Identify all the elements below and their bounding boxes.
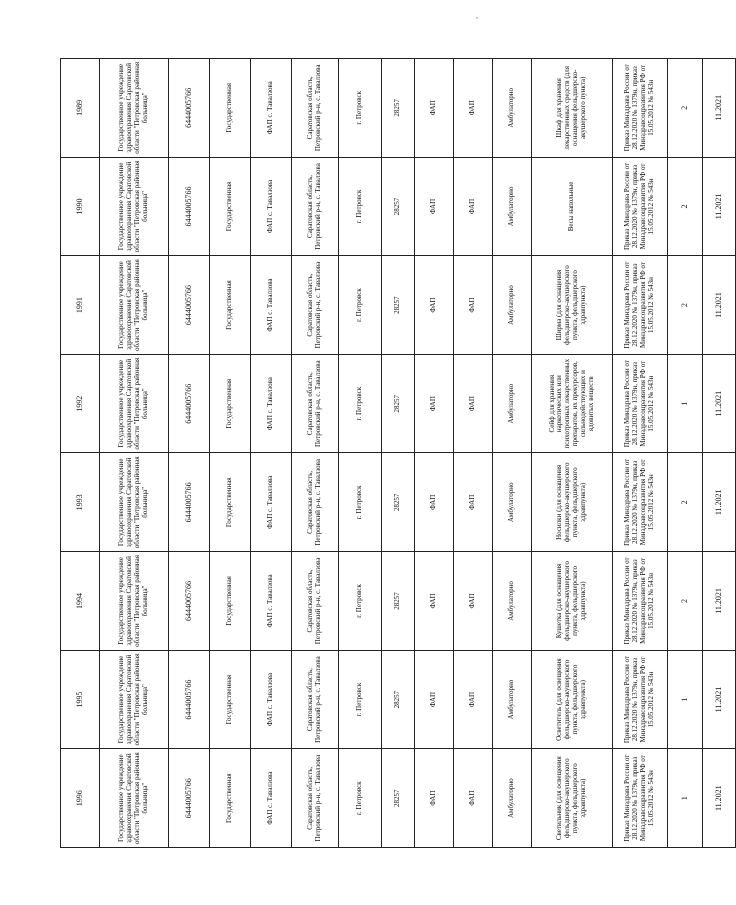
record-id-cell: 1989 — [61, 59, 100, 158]
regulation-order-cell: Приказ Минздрава России от 28.12.2020 № 1379н, приказ Минздравсоцразвития РФ от 15.05.2012 № 543н — [613, 354, 668, 453]
ownership-cell: Государственная — [210, 157, 251, 256]
inn-cell: 6444005766 — [169, 552, 210, 651]
table-row — [493, 59, 532, 848]
date-cell: 11.2021 — [703, 453, 736, 552]
zip-cell: 28257 — [382, 552, 415, 651]
address-cell: Саратовская область, Петровский р-н, с. Тавалзова — [292, 552, 339, 651]
rotated-table-container — [60, 58, 723, 848]
regulation-order-cell: Приказ Минздрава России от 28.12.2020 № 1379н, приказ Минздравсоцразвития РФ от 15.05.2012 № 543н — [613, 453, 668, 552]
table-row — [415, 59, 454, 848]
inn-cell: 6444005766 — [169, 354, 210, 453]
address-cell: Саратовская область, Петровский р-н, с. Тавалзова — [292, 59, 339, 158]
care-mode-cell: Амбулаторно — [493, 650, 532, 749]
zip-cell: 28257 — [382, 157, 415, 256]
facility-subtype-cell: ФАП — [454, 59, 493, 158]
city-cell: г. Петровск — [339, 59, 382, 158]
quantity-cell: 2 — [668, 453, 703, 552]
facility-type-cell: ФАП — [415, 650, 454, 749]
equipment-description-cell: Светильник (для освещения фельдшерско-акушерского пункта, фельдшерского здравпункта) — [532, 749, 613, 848]
organization-cell: Государственное учреждение здравоохранения Саратовской области "Петровская районная больница" — [100, 552, 169, 651]
city-cell: г. Петровск — [339, 256, 382, 355]
date-cell: 11.2021 — [703, 59, 736, 158]
regulation-order-cell: Приказ Минздрава России от 28.12.2020 № 1379н, приказ Минздравсоцразвития РФ от 15.05.2012 № 543н — [613, 157, 668, 256]
zip-cell: 28257 — [382, 59, 415, 158]
record-id-cell: 1990 — [61, 157, 100, 256]
care-mode-cell: Амбулаторно — [493, 749, 532, 848]
organization-cell: Государственное учреждение здравоохранения Саратовской области "Петровская районная больница" — [100, 59, 169, 158]
quantity-cell: 2 — [668, 552, 703, 651]
address-cell: Саратовская область, Петровский р-н, с. Тавалзова — [292, 749, 339, 848]
date-cell: 11.2021 — [703, 256, 736, 355]
facility-name-cell: ФАП с. Тавалзова — [251, 552, 292, 651]
table-row — [454, 59, 493, 848]
record-id-cell: 1995 — [61, 650, 100, 749]
city-cell: г. Петровск — [339, 354, 382, 453]
scan-speck — [476, 17, 478, 19]
ownership-cell: Государственная — [210, 354, 251, 453]
care-mode-cell: Амбулаторно — [493, 552, 532, 651]
city-cell: г. Петровск — [339, 749, 382, 848]
table-row — [703, 59, 736, 848]
table-row — [61, 59, 100, 848]
regulation-order-cell: Приказ Минздрава России от 28.12.2020 № 1379н, приказ Минздравсоцразвития РФ от 15.05.2012 № 543н — [613, 59, 668, 158]
inn-cell: 6444005766 — [169, 59, 210, 158]
facility-type-cell: ФАП — [415, 749, 454, 848]
table-row — [292, 59, 339, 848]
address-cell: Саратовская область, Петровский р-н, с. Тавалзова — [292, 157, 339, 256]
equipment-description-cell: Шкаф для хранения лекарственных средств (для оснащения фельдшерско-акушерского пункта) — [532, 59, 613, 158]
address-cell: Саратовская область, Петровский р-н, с. Тавалзова — [292, 453, 339, 552]
facility-subtype-cell: ФАП — [454, 552, 493, 651]
facility-name-cell: ФАП с. Тавалзова — [251, 59, 292, 158]
regulation-order-cell: Приказ Минздрава России от 28.12.2020 № 1379н, приказ Минздравсоцразвития РФ от 15.05.2012 № 543н — [613, 650, 668, 749]
regulation-order-cell: Приказ Минздрава России от 28.12.2020 № 1379н, приказ Минздравсоцразвития РФ от 15.05.2012 № 543н — [613, 749, 668, 848]
regulation-order-cell: Приказ Минздрава России от 28.12.2020 № 1379н, приказ Минздравсоцразвития РФ от 15.05.2012 № 543н — [613, 256, 668, 355]
table-row — [532, 59, 613, 848]
facility-name-cell: ФАП с. Тавалзова — [251, 256, 292, 355]
table-row — [668, 59, 703, 848]
record-id-cell: 1994 — [61, 552, 100, 651]
care-mode-cell: Амбулаторно — [493, 354, 532, 453]
equipment-description-cell: Ширма (для оснащения фельдшерско-акушерского пункта, фельдшерского здравпункта) — [532, 256, 613, 355]
facility-subtype-cell: ФАП — [454, 749, 493, 848]
table-row — [100, 59, 169, 848]
facility-subtype-cell: ФАП — [454, 157, 493, 256]
facility-subtype-cell: ФАП — [454, 354, 493, 453]
equipment-description-cell: Сейф для хранения наркотических или психотропных лекарственных препаратов, их прекурсоров, сильнодействующих и ядовитых веществ — [532, 354, 613, 453]
address-cell: Саратовская область, Петровский р-н, с. Тавалзова — [292, 256, 339, 355]
record-id-cell: 1992 — [61, 354, 100, 453]
ownership-cell: Государственная — [210, 256, 251, 355]
facility-type-cell: ФАП — [415, 552, 454, 651]
organization-cell: Государственное учреждение здравоохранения Саратовской области "Петровская районная больница" — [100, 650, 169, 749]
facility-type-cell: ФАП — [415, 59, 454, 158]
table-row — [169, 59, 210, 848]
facility-type-cell: ФАП — [415, 157, 454, 256]
organization-cell: Государственное учреждение здравоохранения Саратовской области "Петровская районная больница" — [100, 453, 169, 552]
address-cell: Саратовская область, Петровский р-н, с. Тавалзова — [292, 650, 339, 749]
record-id-cell: 1996 — [61, 749, 100, 848]
facility-type-cell: ФАП — [415, 453, 454, 552]
organization-cell: Государственное учреждение здравоохранения Саратовской области "Петровская районная больница" — [100, 157, 169, 256]
equipment-description-cell: Кушетка (для оснащения фельдшерско-акушерского пункта, фельдшерского здравпункта) — [532, 552, 613, 651]
ownership-cell: Государственная — [210, 650, 251, 749]
date-cell: 11.2021 — [703, 552, 736, 651]
table-row — [339, 59, 382, 848]
organization-cell: Государственное учреждение здравоохранения Саратовской области "Петровская районная больница" — [100, 354, 169, 453]
record-id-cell: 1991 — [61, 256, 100, 355]
care-mode-cell: Амбулаторно — [493, 453, 532, 552]
zip-cell: 28257 — [382, 650, 415, 749]
quantity-cell: 1 — [668, 749, 703, 848]
facility-subtype-cell: ФАП — [454, 453, 493, 552]
inn-cell: 6444005766 — [169, 453, 210, 552]
date-cell: 11.2021 — [703, 650, 736, 749]
quantity-cell: 1 — [668, 650, 703, 749]
address-cell: Саратовская область, Петровский р-н, с. Тавалзова — [292, 354, 339, 453]
facility-name-cell: ФАП с. Тавалзова — [251, 354, 292, 453]
facility-name-cell: ФАП с. Тавалзова — [251, 650, 292, 749]
date-cell: 11.2021 — [703, 157, 736, 256]
date-cell: 11.2021 — [703, 749, 736, 848]
inn-cell: 6444005766 — [169, 157, 210, 256]
facility-subtype-cell: ФАП — [454, 650, 493, 749]
ownership-cell: Государственная — [210, 552, 251, 651]
zip-cell: 28257 — [382, 256, 415, 355]
ownership-cell: Государственная — [210, 59, 251, 158]
facility-subtype-cell: ФАП — [454, 256, 493, 355]
ownership-cell: Государственная — [210, 453, 251, 552]
quantity-cell: 2 — [668, 59, 703, 158]
inn-cell: 6444005766 — [169, 650, 210, 749]
table-row — [210, 59, 251, 848]
organization-cell: Государственное учреждение здравоохранения Саратовской области "Петровская районная больница" — [100, 749, 169, 848]
equipment-register-table — [60, 58, 736, 848]
quantity-cell: 2 — [668, 256, 703, 355]
city-cell: г. Петровск — [339, 157, 382, 256]
table-row — [382, 59, 415, 848]
quantity-cell: 1 — [668, 354, 703, 453]
inn-cell: 6444005766 — [169, 256, 210, 355]
organization-cell: Государственное учреждение здравоохранения Саратовской области "Петровская районная больница" — [100, 256, 169, 355]
table-row — [613, 59, 668, 848]
zip-cell: 28257 — [382, 354, 415, 453]
ownership-cell: Государственная — [210, 749, 251, 848]
city-cell: г. Петровск — [339, 552, 382, 651]
zip-cell: 28257 — [382, 749, 415, 848]
equipment-description-cell: Осветитель (для освещения фельдшерско-акушерского пункта, фельдшерского здравпункта) — [532, 650, 613, 749]
quantity-cell: 2 — [668, 157, 703, 256]
facility-name-cell: ФАП с. Тавалзова — [251, 453, 292, 552]
facility-type-cell: ФАП — [415, 354, 454, 453]
record-id-cell: 1993 — [61, 453, 100, 552]
equipment-description-cell: Носилки (для оснащения фельдшерско-акушерского пункта, фельдшерского здравпункта) — [532, 453, 613, 552]
city-cell: г. Петровск — [339, 650, 382, 749]
facility-name-cell: ФАП с. Тавалзова — [251, 157, 292, 256]
care-mode-cell: Амбулаторно — [493, 59, 532, 158]
city-cell: г. Петровск — [339, 453, 382, 552]
care-mode-cell: Амбулаторно — [493, 157, 532, 256]
inn-cell: 6444005766 — [169, 749, 210, 848]
date-cell: 11.2021 — [703, 354, 736, 453]
table-row — [251, 59, 292, 848]
regulation-order-cell: Приказ Минздрава России от 28.12.2020 № 1379н, приказ Минздравсоцразвития РФ от 15.05.2012 № 543н — [613, 552, 668, 651]
equipment-description-cell: Весы напольные — [532, 157, 613, 256]
care-mode-cell: Амбулаторно — [493, 256, 532, 355]
zip-cell: 28257 — [382, 453, 415, 552]
facility-type-cell: ФАП — [415, 256, 454, 355]
table-body — [61, 59, 736, 848]
facility-name-cell: ФАП с. Тавалзова — [251, 749, 292, 848]
